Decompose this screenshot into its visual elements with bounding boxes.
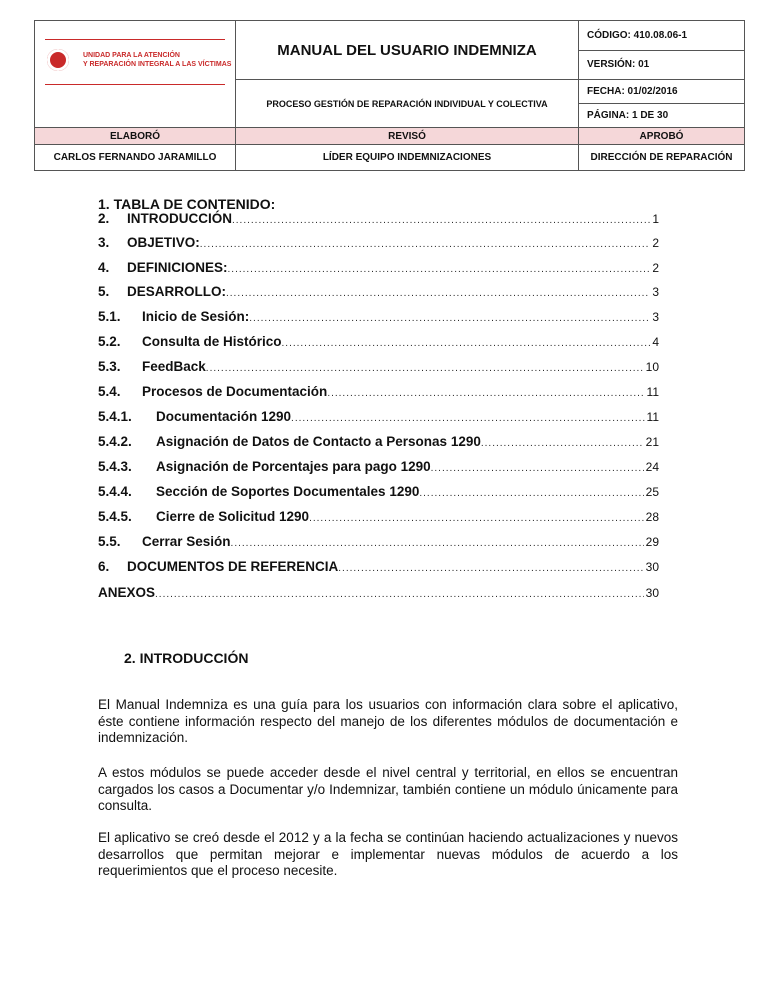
roles-row: [35, 128, 745, 145]
toc-entry-page: 2: [652, 261, 659, 275]
toc-entry-page: 21: [645, 435, 659, 449]
toc-dot-leader: [327, 388, 644, 399]
toc-dot-leader: [419, 488, 643, 499]
toc-entry-number: 5.5.: [98, 534, 121, 549]
toc-dot-leader: [232, 215, 650, 226]
role-reviso: REVISÓ: [236, 128, 579, 145]
toc-entry-page: 4: [652, 335, 659, 349]
institution-logo-text: [83, 51, 231, 69]
toc-entry-page: 2: [652, 236, 659, 250]
toc-entry-number: 5.4.1.: [98, 409, 132, 424]
toc-entry[interactable]: [98, 235, 659, 253]
toc-dot-leader: [249, 313, 650, 324]
toc-entry-title: DEFINICIONES:: [127, 260, 228, 275]
toc-entry-page: 3: [652, 310, 659, 324]
toc-entry[interactable]: [98, 459, 659, 477]
toc-dot-leader: [291, 413, 644, 424]
toc-entry-page: 24: [645, 460, 659, 474]
toc-dot-leader: [200, 239, 651, 250]
toc-entry-title: INTRODUCCIÓN: [127, 211, 232, 226]
toc-entry-title: Consulta de Histórico: [142, 334, 282, 349]
toc-dot-leader: [431, 463, 644, 474]
toc-entry-number: 5.1.: [98, 309, 121, 324]
intro-paragraph-2: A estos módulos se puede acceder desde el nivel central y territorial, en ellos se encuentran cargados los casos a Documentar y/o Indemnizar, también contiene un módulo únicamente para consulta.: [98, 765, 678, 813]
toc-entry-page: 28: [645, 510, 659, 524]
toc-entry-title: Procesos de Documentación: [142, 384, 328, 399]
fecha: FECHA: 01/02/2016: [579, 80, 745, 104]
toc-entry-title: Documentación 1290: [156, 409, 292, 424]
toc-entry[interactable]: [98, 384, 659, 402]
toc-entry-title: Cerrar Sesión: [142, 534, 231, 549]
toc-entry-page: 11: [646, 385, 659, 399]
toc-entry-page: 30: [645, 560, 659, 574]
name-elaboro: CARLOS FERNANDO JARAMILLO: [35, 145, 236, 171]
seal-icon: [47, 49, 69, 71]
toc-entry[interactable]: [98, 509, 659, 527]
document-title: MANUAL DEL USUARIO INDEMNIZA: [236, 21, 579, 80]
toc-entry[interactable]: [98, 585, 659, 603]
toc-entry-title: ANEXOS: [98, 585, 156, 600]
toc-entry-title: FeedBack: [142, 359, 206, 374]
name-reviso: LÍDER EQUIPO INDEMNIZACIONES: [236, 145, 579, 171]
toc-entry-number: 5.4.: [98, 384, 121, 399]
role-aprobo: APROBÓ: [579, 128, 745, 145]
toc-dot-leader: [228, 264, 651, 275]
toc-entry-number: 3.: [98, 235, 110, 250]
toc-entry-title: Inicio de Sesión:: [142, 309, 250, 324]
toc-entry-title: Asignación de Porcentajes para pago 1290: [156, 459, 431, 474]
toc-entry[interactable]: [98, 434, 659, 452]
toc-entry-number: 5.2.: [98, 334, 121, 349]
intro-paragraph-3: El aplicativo se creó desde el 2012 y a la fecha se continúan haciendo actualizaciones y nuevos desarrollos que permitan mejorar e implementar nuevas módulos de acuerdo a los requerimientos que el proceso necesite.: [98, 830, 678, 878]
toc-dot-leader: [481, 438, 644, 449]
name-aprobo: DIRECCIÓN DE REPARACIÓN: [579, 145, 745, 171]
toc-entry-title: Asignación de Datos de Contacto a Personas 1290: [156, 434, 481, 449]
logo-text-line2: Y REPARACIÓN INTEGRAL A LAS VÍCTIMAS: [83, 61, 232, 68]
toc-entry[interactable]: [98, 309, 659, 327]
toc-entry-page: 1: [652, 212, 659, 226]
codigo: CÓDIGO: 410.08.06-1: [579, 21, 745, 51]
toc-dot-leader: [309, 513, 644, 524]
toc-entry[interactable]: [98, 211, 659, 229]
logo-cell: [35, 21, 236, 128]
toc-entry[interactable]: [98, 359, 659, 377]
toc-entry-page: 30: [645, 586, 659, 600]
toc-entry[interactable]: [98, 284, 659, 302]
logo-text-line1: UNIDAD PARA LA ATENCIÓN: [83, 52, 180, 59]
toc-entry-page: 29: [645, 535, 659, 549]
toc-entry-page: 11: [646, 410, 659, 424]
toc-entry-title: OBJETIVO:: [127, 235, 200, 250]
toc-entry-title: DOCUMENTOS DE REFERENCIA: [127, 559, 339, 574]
toc-entry-number: 6.: [98, 559, 110, 574]
toc-entry-page: 3: [652, 285, 659, 299]
toc-dot-leader: [231, 538, 644, 549]
toc-entry-number: 5.3.: [98, 359, 121, 374]
pagina: PÁGINA: 1 DE 30: [579, 104, 745, 128]
toc-entry-number: 5.4.3.: [98, 459, 132, 474]
document-subtitle: PROCESO GESTIÓN DE REPARACIÓN INDIVIDUAL Y COLECTIVA: [236, 80, 579, 128]
toc-entry-title: Sección de Soportes Documentales 1290: [156, 484, 420, 499]
toc-entry-number: 5.4.2.: [98, 434, 132, 449]
toc-entry[interactable]: [98, 334, 659, 352]
toc-entry-title: Cierre de Solicitud 1290: [156, 509, 310, 524]
toc-entry-page: 25: [645, 485, 659, 499]
toc-dot-leader: [206, 363, 644, 374]
document-header-table: [34, 20, 745, 171]
toc-entry-number: 2.: [98, 211, 110, 226]
toc-heading: 1. TABLA DE CONTENIDO:: [98, 196, 276, 212]
toc-entry[interactable]: [98, 484, 659, 502]
toc-dot-leader: [226, 288, 650, 299]
intro-paragraph-1: El Manual Indemniza es una guía para los usuarios con información clara sobre el aplicativo, éste contiene información respecto del manejo de los diferentes módulos de documentación e indemnización.: [98, 697, 678, 745]
toc-entry[interactable]: [98, 534, 659, 552]
toc-entry[interactable]: [98, 260, 659, 278]
toc-entry-number: 5.4.5.: [98, 509, 132, 524]
toc-entry-number: 5.: [98, 284, 110, 299]
toc-entry-number: 5.4.4.: [98, 484, 132, 499]
names-row: [35, 145, 745, 171]
toc-entry[interactable]: [98, 559, 659, 577]
role-elaboro: ELABORÓ: [35, 128, 236, 145]
toc-dot-leader: [155, 589, 644, 600]
introduction-heading: 2. INTRODUCCIÓN: [124, 650, 249, 666]
toc-entry[interactable]: [98, 409, 659, 427]
toc-dot-leader: [282, 338, 651, 349]
toc-entry-number: 4.: [98, 260, 110, 275]
version: VERSIÓN: 01: [579, 50, 745, 80]
toc-dot-leader: [338, 563, 643, 574]
toc-entry-title: DESARROLLO:: [127, 284, 226, 299]
toc-entry-page: 10: [645, 360, 659, 374]
